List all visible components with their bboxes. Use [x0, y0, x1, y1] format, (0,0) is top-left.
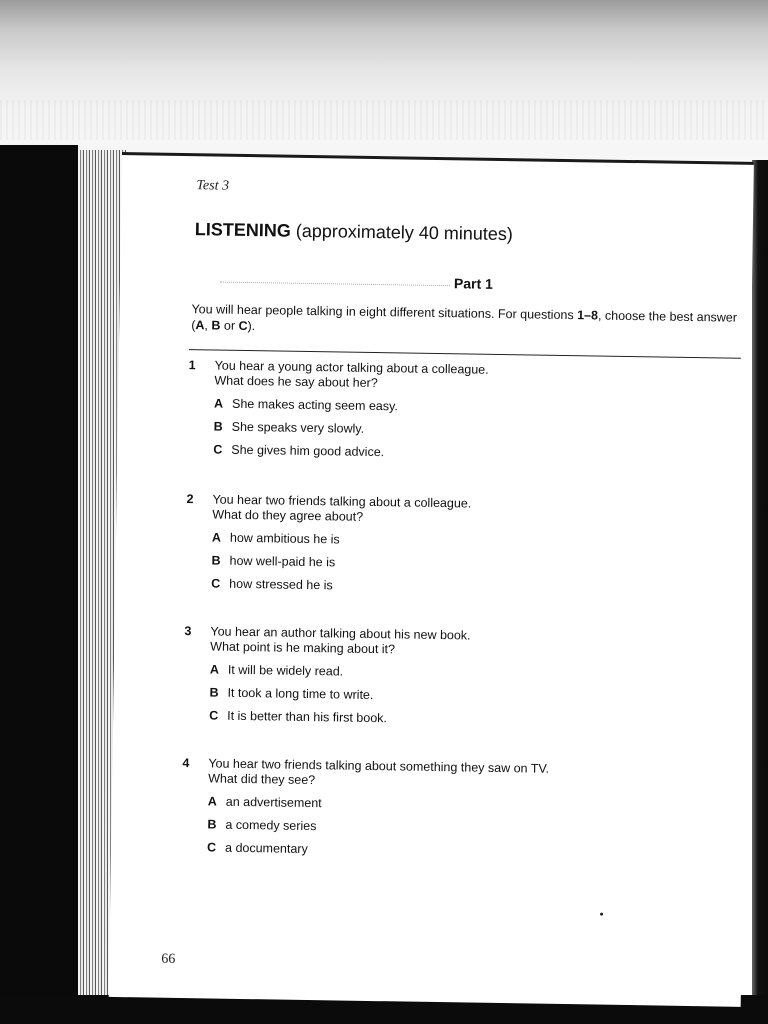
option-text: She gives him good advice. — [231, 442, 385, 460]
option-letter: A — [213, 396, 224, 411]
option-text: It is better than his first book. — [227, 708, 388, 726]
question-number: 2 — [186, 492, 194, 507]
instructions-text-2: , choose the best answer ( — [191, 308, 738, 333]
question-number: 1 — [188, 358, 196, 373]
instructions-opt-a: A — [195, 318, 205, 333]
instructions-opt-c: C — [238, 318, 248, 333]
instructions-range: 1–8 — [577, 308, 599, 323]
option-letter: B — [207, 817, 217, 832]
right-shadow — [752, 160, 768, 1000]
option-text: an advertisement — [225, 794, 322, 811]
instructions-sep-1: , — [204, 318, 212, 333]
question-number: 3 — [184, 624, 192, 639]
option-text: a documentary — [224, 840, 308, 857]
scan-streaks — [0, 100, 768, 140]
question-stem: You hear two friends talking about a colleague. — [212, 492, 472, 511]
option-letter: C — [213, 442, 223, 457]
option-text: She speaks very slowly. — [231, 419, 365, 436]
instructions-divider — [189, 349, 741, 359]
option-letter: B — [211, 553, 221, 568]
option-letter: C — [211, 576, 221, 591]
instructions — [191, 301, 751, 342]
option-text: how stressed he is — [229, 576, 333, 593]
option-text: a comedy series — [225, 817, 317, 834]
question-stem: You hear two friends talking about something they saw on TV. — [208, 756, 550, 776]
question-1 — [187, 358, 709, 473]
section-title-bold: LISTENING — [194, 219, 291, 241]
option-letter: B — [209, 685, 219, 700]
part-dotted-rule — [220, 282, 450, 287]
question-prompt: What point is he making about it? — [210, 639, 396, 657]
left-shadow — [0, 145, 78, 1024]
question-4 — [181, 756, 703, 871]
question-stem: You hear a young actor talking about a colleague. — [214, 358, 489, 377]
section-title — [195, 219, 513, 245]
instructions-text-1: You will hear people talking in eight different situations. For questions — [191, 302, 578, 323]
answer-options — [209, 662, 704, 739]
option-letter: C — [206, 840, 217, 855]
question-prompt: What did they see? — [208, 771, 316, 788]
page-number: 66 — [161, 951, 176, 967]
question-prompt: What does he say about her? — [214, 373, 378, 391]
instructions-text-3: ). — [247, 318, 256, 334]
question-stem: You hear an author talking about his new book. — [210, 624, 471, 643]
running-head: Test 3 — [196, 178, 230, 194]
scan-speck — [600, 913, 603, 916]
question-3 — [183, 624, 705, 739]
option-text: It took a long time to write. — [227, 685, 374, 703]
instructions-opt-b: B — [211, 318, 221, 333]
option-letter: B — [213, 419, 223, 434]
option-letter: A — [211, 530, 222, 545]
section-title-rest: (approximately 40 minutes) — [290, 220, 514, 245]
option-text: how well-paid he is — [229, 553, 336, 570]
question-number: 4 — [182, 756, 190, 771]
answer-options — [211, 530, 706, 607]
question-2 — [185, 492, 707, 607]
answer-options — [207, 794, 702, 871]
scanner-lid-area — [0, 0, 768, 160]
option-text: how ambitious he is — [229, 530, 340, 547]
option-text: She makes acting seem easy. — [231, 396, 398, 414]
answer-options — [213, 396, 708, 473]
option-text: It will be widely read. — [227, 662, 344, 679]
question-prompt: What do they agree about? — [212, 507, 364, 524]
option-letter: A — [209, 662, 220, 677]
option-letter: C — [209, 708, 219, 723]
part-heading: Part 1 — [453, 275, 494, 292]
book-page — [109, 152, 754, 1007]
option-letter: A — [207, 794, 217, 809]
instructions-sep-2: or — [220, 318, 239, 333]
